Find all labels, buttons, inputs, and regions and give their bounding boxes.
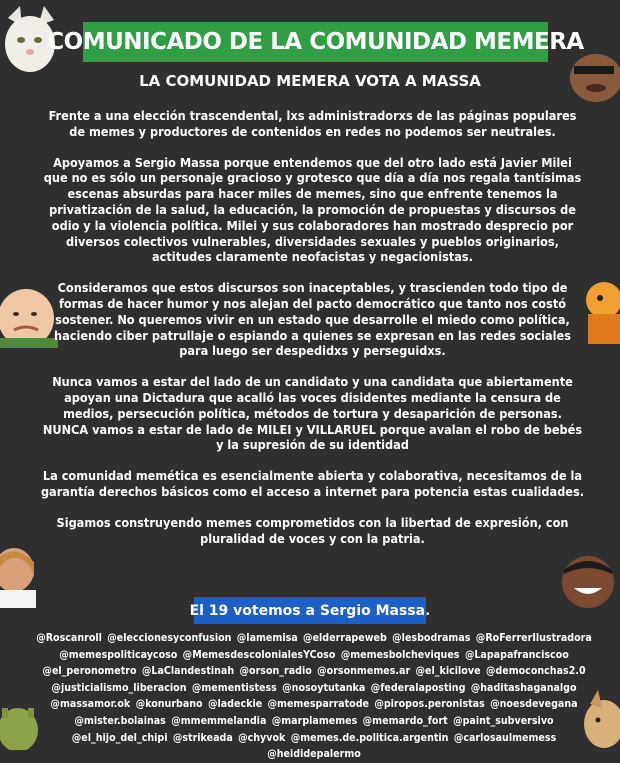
- smiling-man-meme-icon: [556, 556, 620, 610]
- handle-item: @mementistess: [191, 681, 277, 694]
- handle-item: @memesbolcheviques: [340, 648, 460, 661]
- handle-item: @elderrapeweb: [303, 632, 387, 644]
- handle-item: @massamor.ok: [50, 698, 131, 711]
- vote-callout: [189, 597, 431, 624]
- handle-item: @el_hijo_del_chipi: [71, 731, 168, 744]
- handle-item: @nosoytutanka: [282, 681, 366, 694]
- handle-item: @memespoliticaycoso: [59, 648, 178, 661]
- handle-item: @marplamemes: [271, 714, 358, 727]
- page-subtitle: LA COMUNIDAD MEMERA VOTA A MASSA: [139, 72, 481, 90]
- handle-item: @haditashaganalgo: [470, 681, 577, 694]
- handle-item: @lesbodramas: [392, 632, 471, 644]
- handle-item: @strikeada: [172, 731, 233, 744]
- paragraph-5: La comunidad memética es esencialmente abierta y colaborativa, necesitamos de la garantía derechos básicos como el acceso a internet para potencia estas cualidades.: [40, 468, 585, 499]
- handle-item: @lamemisa: [236, 632, 298, 644]
- handle-item: @MemesdescolonialesYCoso: [182, 648, 336, 661]
- communique-banner: [47, 22, 584, 62]
- handle-item: @chyvok: [238, 731, 286, 744]
- handle-item: @el_kicilove: [415, 665, 481, 678]
- handle-item: @mmemmelandia: [171, 714, 267, 727]
- handle-item: @memardo_fort: [362, 714, 448, 727]
- handle-item: @paint_subversivo: [453, 714, 554, 727]
- paragraph-6: Sigamos construyendo memes comprometidos con la libertad de expresión, con pluralidad de voces y con la patria.: [56, 514, 569, 546]
- handle-item: @LaClandestinah: [141, 665, 235, 678]
- handle-item: @eleccionesyconfusion: [107, 632, 232, 644]
- handle-item: @noesdevegana: [490, 698, 578, 711]
- handle-item: @heididepalermo: [267, 748, 361, 761]
- paragraph-3: Consideramos que estos discursos son inaceptables, y trascienden todo tipo de formas de hacer humor y nos alejan del pacto democrático que tanto nos costó sostener. No queremos vivir en un estado que desarrolle el miedo como política, haciendo ciber patrullaje o espiando a quienes se expresan en las redes sociales para luego ser despedidxs y perseguidxs.: [54, 280, 571, 359]
- handle-item: @orson_radio: [239, 665, 312, 678]
- handle-item: @justicialismo_liberacion: [51, 681, 187, 694]
- disaster-girl-meme-icon: [0, 548, 36, 608]
- handle-item: @piropos.peronistas: [374, 698, 485, 711]
- paragraph-2: Apoyamos a Sergio Massa porque entendemos que del otro lado está Javier Milei que no es sólo un personaje gracioso y grotesco que día a día nos regala tantísimas escenas absurdas para hacer miles de memes, sino que enfrente tenemos la privatización de la salud, la educación, la promoción de propuestas y discursos de odio y la violencia política. Milei y sus colaboradores han mostrado desprecio por diversos colectivos vulnerables, diversidades sexuales y pueblos originarios, actitudes claramente neofacistas y negacionistas.: [43, 154, 582, 265]
- paragraph-1: Frente a una elección trascendental, lxs administradorxs de las páginas populares de memes y productores de contenidos en redes no podemos ser neutrales.: [48, 108, 577, 139]
- handle-item: @memesparratode: [267, 698, 369, 711]
- handle-item: @ladeckie: [207, 698, 263, 711]
- banner-title: COMUNICADO DE LA COMUNIDAD MEMERA: [47, 29, 584, 55]
- handles-list: [34, 630, 594, 763]
- handle-item: @konurbano: [135, 698, 203, 711]
- vote-label: El 19 votemos a Sergio Massa.: [189, 602, 431, 619]
- handle-item: @memes.de.politica.argentin: [290, 731, 449, 744]
- handle-item: @el_peronometro: [42, 665, 137, 678]
- communique-body: [40, 108, 585, 561]
- handle-item: @Roscanroll: [36, 632, 102, 644]
- handle-item: @democonchas2.0: [485, 665, 586, 678]
- handle-item: @mister.bolainas: [74, 714, 166, 727]
- handle-item: @federalaposting: [370, 681, 466, 694]
- handle-item: @orsonmemes.ar: [317, 665, 411, 678]
- handle-item: @RoFerrerIlustradora: [475, 632, 592, 644]
- handle-item: @Lapapafranciscoo: [464, 648, 569, 661]
- paragraph-4: Nunca vamos a estar del lado de un candidato y una candidata que abiertamente apoyan una Dictadura que acalló las voces disidentes mediante la censura de medios, persecución política, métodos de tortura y desaparición de personas. NUNCA vamos a estar de lado de MILEI y VILLARUEL porque avalan el robo de bebés y la supresión de su identidad: [42, 374, 583, 453]
- handle-item: @carlosaulmemess: [453, 731, 557, 744]
